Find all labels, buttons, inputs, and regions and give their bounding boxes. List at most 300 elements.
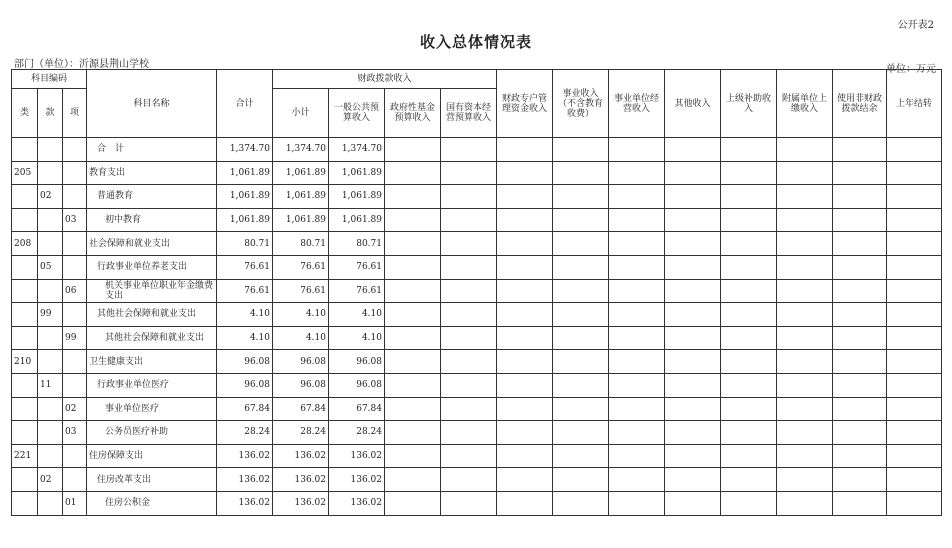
empty-cell: [609, 255, 665, 279]
empty-cell: [497, 161, 553, 185]
empty-cell: [721, 208, 777, 232]
code-xiang-cell: 06: [63, 279, 87, 303]
empty-cell: [441, 468, 497, 492]
subtotal-cell: 1,061.89: [273, 161, 329, 185]
empty-cell: [385, 232, 441, 256]
table-row: [12, 444, 942, 468]
empty-cell: [833, 350, 887, 374]
subject-name-cell: 初中教育: [87, 208, 217, 232]
code-kuan-cell: [38, 444, 63, 468]
general-budget-cell: 1,374.70: [329, 138, 385, 162]
subject-name-cell: 其他社会保障和就业支出: [87, 326, 217, 350]
subject-name-cell: 住房改革支出: [87, 468, 217, 492]
header-fiscal-group: 财政拨款收入: [273, 70, 497, 89]
subject-name-cell: 卫生健康支出: [87, 350, 217, 374]
header-name: 科目名称: [87, 70, 217, 138]
total-cell: 76.61: [217, 279, 273, 303]
empty-cell: [441, 161, 497, 185]
empty-cell: [833, 279, 887, 303]
header-prior-year-carryover: 上年结转: [887, 70, 942, 138]
empty-cell: [833, 232, 887, 256]
code-xiang-cell: [63, 255, 87, 279]
empty-cell: [385, 255, 441, 279]
empty-cell: [887, 397, 942, 421]
empty-cell: [887, 208, 942, 232]
empty-cell: [833, 444, 887, 468]
code-xiang-cell: [63, 232, 87, 256]
code-xiang-cell: [63, 138, 87, 162]
empty-cell: [497, 444, 553, 468]
total-cell: 96.08: [217, 350, 273, 374]
subtotal-cell: 28.24: [273, 421, 329, 445]
empty-cell: [721, 161, 777, 185]
empty-cell: [665, 326, 721, 350]
empty-cell: [887, 444, 942, 468]
subtotal-cell: 1,061.89: [273, 208, 329, 232]
empty-cell: [497, 185, 553, 209]
empty-cell: [721, 279, 777, 303]
empty-cell: [609, 326, 665, 350]
empty-cell: [777, 232, 833, 256]
subtotal-cell: 4.10: [273, 326, 329, 350]
subject-name-cell: 行政事业单位养老支出: [87, 255, 217, 279]
empty-cell: [497, 491, 553, 515]
empty-cell: [833, 208, 887, 232]
empty-cell: [553, 303, 609, 327]
empty-cell: [497, 468, 553, 492]
empty-cell: [609, 161, 665, 185]
code-kuan-cell: 02: [38, 185, 63, 209]
empty-cell: [777, 138, 833, 162]
empty-cell: [721, 350, 777, 374]
code-xiang-cell: 03: [63, 208, 87, 232]
empty-cell: [441, 350, 497, 374]
empty-cell: [441, 303, 497, 327]
empty-cell: [609, 468, 665, 492]
total-cell: 96.08: [217, 373, 273, 397]
subtotal-cell: 4.10: [273, 303, 329, 327]
code-xiang-cell: 03: [63, 421, 87, 445]
empty-cell: [887, 185, 942, 209]
empty-cell: [553, 468, 609, 492]
empty-cell: [833, 468, 887, 492]
general-budget-cell: 4.10: [329, 303, 385, 327]
code-lei-cell: [12, 491, 38, 515]
empty-cell: [497, 138, 553, 162]
empty-cell: [665, 138, 721, 162]
empty-cell: [609, 138, 665, 162]
empty-cell: [441, 279, 497, 303]
empty-cell: [609, 208, 665, 232]
header-unit-operation: 事业单位经营收入: [609, 70, 665, 138]
header-other-income: 其他收入: [665, 70, 721, 138]
empty-cell: [777, 373, 833, 397]
subtotal-cell: 76.61: [273, 279, 329, 303]
code-lei-cell: [12, 208, 38, 232]
empty-cell: [665, 279, 721, 303]
empty-cell: [385, 326, 441, 350]
subtotal-cell: 67.84: [273, 397, 329, 421]
total-cell: 67.84: [217, 397, 273, 421]
empty-cell: [721, 138, 777, 162]
code-kuan-cell: [38, 279, 63, 303]
empty-cell: [665, 255, 721, 279]
empty-cell: [833, 397, 887, 421]
empty-cell: [887, 138, 942, 162]
empty-cell: [721, 373, 777, 397]
subtotal-cell: 1,374.70: [273, 138, 329, 162]
empty-cell: [609, 232, 665, 256]
empty-cell: [777, 208, 833, 232]
total-cell: 1,374.70: [217, 138, 273, 162]
code-kuan-cell: [38, 232, 63, 256]
general-budget-cell: 136.02: [329, 491, 385, 515]
table-row: [12, 373, 942, 397]
code-kuan-cell: [38, 397, 63, 421]
empty-cell: [665, 232, 721, 256]
empty-cell: [887, 279, 942, 303]
general-budget-cell: 136.02: [329, 444, 385, 468]
empty-cell: [665, 350, 721, 374]
code-xiang-cell: 99: [63, 326, 87, 350]
total-cell: 136.02: [217, 468, 273, 492]
code-xiang-cell: [63, 468, 87, 492]
total-cell: 76.61: [217, 255, 273, 279]
code-kuan-cell: [38, 350, 63, 374]
empty-cell: [777, 279, 833, 303]
code-kuan-cell: 05: [38, 255, 63, 279]
code-kuan-cell: [38, 326, 63, 350]
code-kuan-cell: [38, 421, 63, 445]
empty-cell: [497, 232, 553, 256]
subtotal-cell: 1,061.89: [273, 185, 329, 209]
empty-cell: [833, 185, 887, 209]
code-xiang-cell: [63, 373, 87, 397]
empty-cell: [553, 350, 609, 374]
code-kuan-cell: [38, 208, 63, 232]
empty-cell: [777, 491, 833, 515]
subject-name-cell: 事业单位医疗: [87, 397, 217, 421]
header-code-group: 科目编码: [12, 70, 87, 89]
subtotal-cell: 76.61: [273, 255, 329, 279]
empty-cell: [553, 491, 609, 515]
table-row: [12, 326, 942, 350]
table-body: [12, 138, 942, 516]
empty-cell: [777, 255, 833, 279]
code-lei-cell: [12, 421, 38, 445]
header-xiang: 项: [63, 89, 87, 138]
empty-cell: [385, 421, 441, 445]
empty-cell: [553, 279, 609, 303]
empty-cell: [497, 208, 553, 232]
code-xiang-cell: [63, 444, 87, 468]
total-cell: 28.24: [217, 421, 273, 445]
empty-cell: [609, 350, 665, 374]
empty-cell: [609, 397, 665, 421]
empty-cell: [553, 444, 609, 468]
empty-cell: [833, 138, 887, 162]
empty-cell: [777, 421, 833, 445]
general-budget-cell: 1,061.89: [329, 208, 385, 232]
empty-cell: [441, 444, 497, 468]
code-kuan-cell: [38, 161, 63, 185]
empty-cell: [887, 491, 942, 515]
total-cell: 1,061.89: [217, 185, 273, 209]
empty-cell: [777, 303, 833, 327]
subject-name-cell: 机关事业单位职业年金缴费支出: [87, 279, 217, 303]
empty-cell: [833, 255, 887, 279]
empty-cell: [777, 350, 833, 374]
code-lei-cell: [12, 138, 38, 162]
empty-cell: [665, 373, 721, 397]
code-xiang-cell: 02: [63, 397, 87, 421]
table-row: [12, 255, 942, 279]
header-non-fiscal-balance: 使用非财政拨款结余: [833, 70, 887, 138]
empty-cell: [609, 491, 665, 515]
empty-cell: [833, 491, 887, 515]
empty-cell: [665, 303, 721, 327]
empty-cell: [441, 138, 497, 162]
table-row: [12, 421, 942, 445]
subject-name-cell: 教育支出: [87, 161, 217, 185]
code-xiang-cell: [63, 303, 87, 327]
code-lei-cell: [12, 326, 38, 350]
header-subtotal: 小计: [273, 89, 329, 138]
empty-cell: [721, 255, 777, 279]
code-lei-cell: [12, 185, 38, 209]
empty-cell: [887, 421, 942, 445]
empty-cell: [887, 468, 942, 492]
empty-cell: [441, 421, 497, 445]
empty-cell: [609, 421, 665, 445]
code-lei-cell: 210: [12, 350, 38, 374]
general-budget-cell: 76.61: [329, 279, 385, 303]
code-kuan-cell: 02: [38, 468, 63, 492]
subtotal-cell: 96.08: [273, 350, 329, 374]
empty-cell: [833, 421, 887, 445]
empty-cell: [887, 350, 942, 374]
empty-cell: [441, 326, 497, 350]
empty-cell: [553, 138, 609, 162]
empty-cell: [833, 161, 887, 185]
empty-cell: [553, 161, 609, 185]
table-row: [12, 397, 942, 421]
empty-cell: [721, 421, 777, 445]
empty-cell: [553, 397, 609, 421]
general-budget-cell: 80.71: [329, 232, 385, 256]
total-cell: 1,061.89: [217, 208, 273, 232]
subject-name-cell: 合 计: [87, 138, 217, 162]
code-lei-cell: [12, 303, 38, 327]
subject-name-cell: 社会保障和就业支出: [87, 232, 217, 256]
empty-cell: [665, 491, 721, 515]
empty-cell: [721, 185, 777, 209]
empty-cell: [441, 232, 497, 256]
empty-cell: [721, 444, 777, 468]
empty-cell: [833, 303, 887, 327]
table-row: [12, 232, 942, 256]
subtotal-cell: 136.02: [273, 468, 329, 492]
empty-cell: [497, 326, 553, 350]
code-kuan-cell: 99: [38, 303, 63, 327]
empty-cell: [553, 421, 609, 445]
empty-cell: [385, 373, 441, 397]
header-kuan: 款: [38, 89, 63, 138]
empty-cell: [385, 208, 441, 232]
empty-cell: [721, 491, 777, 515]
table-row: [12, 491, 942, 515]
empty-cell: [665, 444, 721, 468]
subject-name-cell: 公务员医疗补助: [87, 421, 217, 445]
code-xiang-cell: [63, 185, 87, 209]
empty-cell: [385, 138, 441, 162]
empty-cell: [777, 185, 833, 209]
empty-cell: [385, 185, 441, 209]
income-summary-table: [11, 69, 942, 516]
empty-cell: [721, 397, 777, 421]
empty-cell: [497, 303, 553, 327]
code-lei-cell: [12, 279, 38, 303]
empty-cell: [553, 185, 609, 209]
table-row: [12, 279, 942, 303]
empty-cell: [497, 421, 553, 445]
general-budget-cell: 76.61: [329, 255, 385, 279]
header-state-capital: 国有资本经营预算收入: [441, 89, 497, 138]
empty-cell: [385, 491, 441, 515]
empty-cell: [665, 185, 721, 209]
empty-cell: [721, 232, 777, 256]
page-title: 收入总体情况表: [419, 33, 532, 51]
total-cell: 136.02: [217, 444, 273, 468]
code-lei-cell: [12, 255, 38, 279]
empty-cell: [777, 468, 833, 492]
empty-cell: [553, 208, 609, 232]
empty-cell: [777, 444, 833, 468]
header-total: 合计: [217, 70, 273, 138]
subtotal-cell: 96.08: [273, 373, 329, 397]
empty-cell: [665, 421, 721, 445]
empty-cell: [553, 373, 609, 397]
department-label: 部门（单位）：沂源县荆山学校: [14, 59, 149, 70]
empty-cell: [497, 350, 553, 374]
empty-cell: [441, 491, 497, 515]
total-cell: 1,061.89: [217, 161, 273, 185]
code-lei-cell: [12, 373, 38, 397]
empty-cell: [887, 326, 942, 350]
form-tag: 公开表2: [897, 20, 934, 31]
empty-cell: [609, 444, 665, 468]
code-lei-cell: 221: [12, 444, 38, 468]
general-budget-cell: 136.02: [329, 468, 385, 492]
empty-cell: [777, 397, 833, 421]
empty-cell: [887, 373, 942, 397]
empty-cell: [777, 326, 833, 350]
subject-name-cell: 住房公积金: [87, 491, 217, 515]
empty-cell: [441, 373, 497, 397]
empty-cell: [553, 232, 609, 256]
empty-cell: [385, 444, 441, 468]
empty-cell: [497, 397, 553, 421]
empty-cell: [441, 185, 497, 209]
total-cell: 4.10: [217, 326, 273, 350]
table-row: [12, 303, 942, 327]
code-lei-cell: [12, 397, 38, 421]
header-superior-subsidy: 上级补助收入: [721, 70, 777, 138]
empty-cell: [887, 232, 942, 256]
subject-name-cell: 住房保障支出: [87, 444, 217, 468]
empty-cell: [721, 468, 777, 492]
empty-cell: [553, 255, 609, 279]
general-budget-cell: 1,061.89: [329, 185, 385, 209]
empty-cell: [833, 326, 887, 350]
empty-cell: [385, 161, 441, 185]
header-general-budget: 一般公共预算收入: [329, 89, 385, 138]
empty-cell: [385, 468, 441, 492]
empty-cell: [441, 255, 497, 279]
header-business-income: 事业收入（不含教育收费）: [553, 70, 609, 138]
empty-cell: [887, 161, 942, 185]
table-row: [12, 185, 942, 209]
subtotal-cell: 80.71: [273, 232, 329, 256]
code-kuan-cell: [38, 491, 63, 515]
empty-cell: [609, 303, 665, 327]
table-row: [12, 468, 942, 492]
code-kuan-cell: [38, 138, 63, 162]
table-row: [12, 350, 942, 374]
header-affiliated-payment: 附属单位上缴收入: [777, 70, 833, 138]
total-cell: 4.10: [217, 303, 273, 327]
empty-cell: [777, 161, 833, 185]
empty-cell: [665, 397, 721, 421]
empty-cell: [497, 373, 553, 397]
empty-cell: [609, 279, 665, 303]
code-xiang-cell: [63, 161, 87, 185]
general-budget-cell: 1,061.89: [329, 161, 385, 185]
total-cell: 80.71: [217, 232, 273, 256]
subject-name-cell: 其他社会保障和就业支出: [87, 303, 217, 327]
empty-cell: [385, 303, 441, 327]
empty-cell: [721, 303, 777, 327]
code-xiang-cell: [63, 350, 87, 374]
code-lei-cell: 208: [12, 232, 38, 256]
general-budget-cell: 67.84: [329, 397, 385, 421]
subject-name-cell: 普通教育: [87, 185, 217, 209]
empty-cell: [385, 397, 441, 421]
code-kuan-cell: 11: [38, 373, 63, 397]
code-lei-cell: [12, 468, 38, 492]
empty-cell: [497, 255, 553, 279]
header-lei: 类: [12, 89, 38, 138]
general-budget-cell: 96.08: [329, 350, 385, 374]
empty-cell: [665, 468, 721, 492]
subtotal-cell: 136.02: [273, 444, 329, 468]
empty-cell: [609, 185, 665, 209]
table-row: [12, 138, 942, 162]
empty-cell: [609, 373, 665, 397]
table-row: [12, 208, 942, 232]
total-cell: 136.02: [217, 491, 273, 515]
subtotal-cell: 136.02: [273, 491, 329, 515]
header-special-fund: 财政专户管理资金收入: [497, 70, 553, 138]
empty-cell: [665, 161, 721, 185]
empty-cell: [385, 350, 441, 374]
empty-cell: [385, 279, 441, 303]
empty-cell: [887, 303, 942, 327]
unit-label: 单位：万元: [886, 64, 936, 75]
table-row: [12, 161, 942, 185]
empty-cell: [833, 373, 887, 397]
empty-cell: [497, 279, 553, 303]
